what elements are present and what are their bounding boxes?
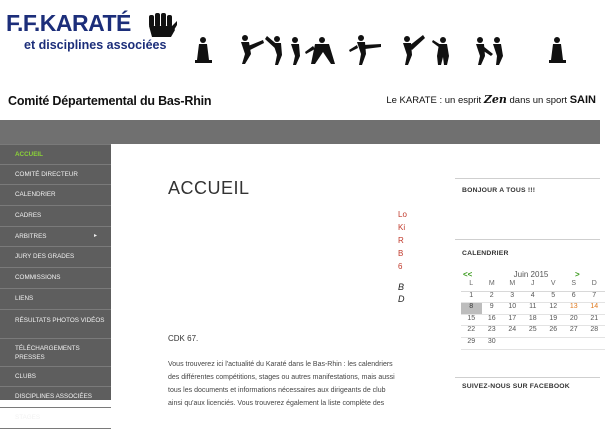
sidebar-item-telechargements[interactable] [0,339,111,367]
widget-title-facebook: SUIVEZ-NOUS SUR FACEBOOK [462,383,570,390]
calendar-day-name: D [584,280,605,292]
calendar-next-button[interactable]: > [575,269,580,279]
calendar-day[interactable]: 28 [584,326,605,338]
calendar-day[interactable]: 27 [564,326,585,338]
red-fragment: Lo [398,210,407,219]
tagline-sain: SAIN [569,94,596,106]
sidebar-item-clubs[interactable] [0,367,111,388]
tagline-part1: Le KARATE : un esprit [386,95,482,106]
calendar-empty-cell [543,338,564,350]
kick-figure-icon [241,35,264,64]
stance-figure-icon [305,37,335,64]
red-fragment: 6 [398,262,403,271]
calendar-day-name: V [543,280,564,292]
intro-line: des différentes compétitions, stages ou autres manifestations, mais aussi [168,374,395,381]
calendar-day-name: S [564,280,585,292]
karate-silhouettes [185,30,580,70]
sidebar-item-accueil[interactable] [0,144,111,165]
sidebar-item-comite-directeur[interactable] [0,165,111,186]
page-title: ACCUEIL [168,178,250,198]
sidebar-item-label: COMITÉ DIRECTEUR [15,170,78,178]
intro-line: ainsi qu'aux licenciés. Vous trouverez également la liste complète des [168,400,385,407]
widget-title-calendrier: CALENDRIER [462,250,509,257]
calendar-day[interactable]: 25 [523,326,544,338]
calendar-day[interactable]: 26 [543,326,564,338]
pair-figures-icon [476,37,503,65]
red-fragment: B [398,249,404,258]
right-sidebar [455,144,600,400]
calendar-day-name: M [502,280,523,292]
logo-title: F.F.KARATÉ [6,10,131,36]
site-header [0,0,600,118]
calendar-day[interactable]: 17 [502,315,523,327]
calendar-day[interactable]: 21 [584,315,605,327]
calendar-day[interactable]: 23 [482,326,503,338]
calendar-day[interactable]: 29 [461,338,482,350]
kneeling-figure-icon [195,37,212,63]
cdk-label: CDK 67. [168,334,199,343]
sidebar-item-label: RÉSULTATS PHOTOS VIDÉOS [15,316,105,324]
calendar-day[interactable]: 2 [482,292,503,304]
sidebar-item-arbitres[interactable] [0,227,111,248]
calendar-empty-cell [584,338,605,350]
calendar-day-name: J [523,280,544,292]
sidebar-item-cadres[interactable] [0,206,111,227]
truncated-red-text [398,208,410,273]
intro-line: Vous trouverez ici l'actualité du Karaté dans le Bas-Rhin : les calendriers [168,361,393,368]
hand-icon [148,12,178,43]
calendar-day[interactable]: 15 [461,315,482,327]
logo-subtitle: et disciplines associées [24,38,167,52]
kneeling-end-figure-icon [549,37,566,63]
ffkarate-logo[interactable] [6,10,176,62]
widget-title-bonjour: BONJOUR A TOUS !!! [462,187,536,194]
calendar-day[interactable]: 22 [461,326,482,338]
sparring-figures-icon [265,36,300,65]
calendar-empty-cell [564,338,585,350]
sidebar-item-commissions[interactable] [0,268,111,289]
calendar-day[interactable]: 7 [584,292,605,304]
high-kick-figure-icon [403,35,425,65]
calendar-day[interactable]: 5 [543,292,564,304]
calendar-empty-cell [502,338,523,350]
sidebar-item-label: LIENS [15,294,34,302]
sidebar-item-label: CLUBS [15,372,36,380]
calendar-day[interactable]: 13 [564,303,585,315]
truncated-dark-text [398,281,410,305]
sidebar-item-label: ACCUEIL [15,151,43,158]
calendar-day-name: L [461,280,482,292]
divider [455,377,600,378]
tagline [386,93,596,106]
calendar-day[interactable]: 6 [564,292,585,304]
divider [455,239,600,240]
guard-figure-icon [432,37,449,65]
calendar-month-label: Juin 2015 [513,269,549,279]
sidebar-item-resultats[interactable] [0,310,111,339]
calendar-day[interactable]: 3 [502,292,523,304]
calendar-day-name: M [482,280,503,292]
sidebar-item-disciplines[interactable] [0,387,111,408]
calendar-header [461,268,607,280]
sidebar-item-jury-des-grades[interactable] [0,247,111,268]
red-fragment: Ki [398,223,406,232]
calendar-day[interactable]: 1 [461,292,482,304]
intro-line: tous les documents et informations nécessaires aux dirigeants de club [168,387,386,394]
calendar-day[interactable]: 24 [502,326,523,338]
dark-fragment: D [398,294,405,304]
sidebar-item-liens[interactable] [0,289,111,310]
intro-paragraph [168,358,406,410]
main-content [111,144,407,407]
site-title[interactable]: Comité Départemental du Bas-Rhin [8,94,212,108]
calendar-day[interactable]: 14 [584,303,605,315]
sidebar-item-label: DISCIPLINES ASSOCIÉES [15,393,92,401]
red-fragment: R [398,236,404,245]
calendar-day[interactable]: 19 [543,315,564,327]
side-kick-figure-icon [349,35,381,65]
calendar-widget [461,268,607,350]
calendar-day[interactable]: 12 [543,303,564,315]
sidebar-item-label: JURY DES GRADES [15,253,75,261]
top-nav-bar [0,120,600,144]
calendar-day[interactable]: 18 [523,315,544,327]
sidebar-item-calendrier[interactable] [0,185,111,206]
sidebar-item-label: COMMISSIONS [15,274,61,282]
calendar-day[interactable]: 10 [502,303,523,315]
sidebar-item-label: TÉLÉCHARGEMENTS PRESSES [15,344,80,361]
calendar-day[interactable]: 20 [564,315,585,327]
divider [455,178,600,179]
calendar-grid [461,280,607,350]
dark-fragment: B [398,282,405,292]
calendar-day[interactable]: 16 [482,315,503,327]
sidebar-item-stages[interactable] [0,408,111,429]
tagline-part2: dans un sport [509,95,568,106]
calendar-day[interactable]: 8 [461,303,482,315]
sidebar-item-label: CALENDRIER [15,191,56,199]
sidebar-item-label: ARBITRES [15,232,47,240]
sidebar-menu [0,144,111,421]
calendar-day[interactable]: 30 [482,338,503,350]
chevron-right-icon: ▸ [93,232,97,239]
sidebar-item-label: STAGES [15,413,41,421]
tagline-zen: Zen [483,93,507,106]
calendar-day[interactable]: 11 [523,303,544,315]
calendar-empty-cell [523,338,544,350]
calendar-day[interactable]: 9 [482,303,503,315]
calendar-day[interactable]: 4 [523,292,544,304]
calendar-prev-button[interactable]: << [463,269,473,279]
sidebar-item-label: CADRES [15,212,42,220]
